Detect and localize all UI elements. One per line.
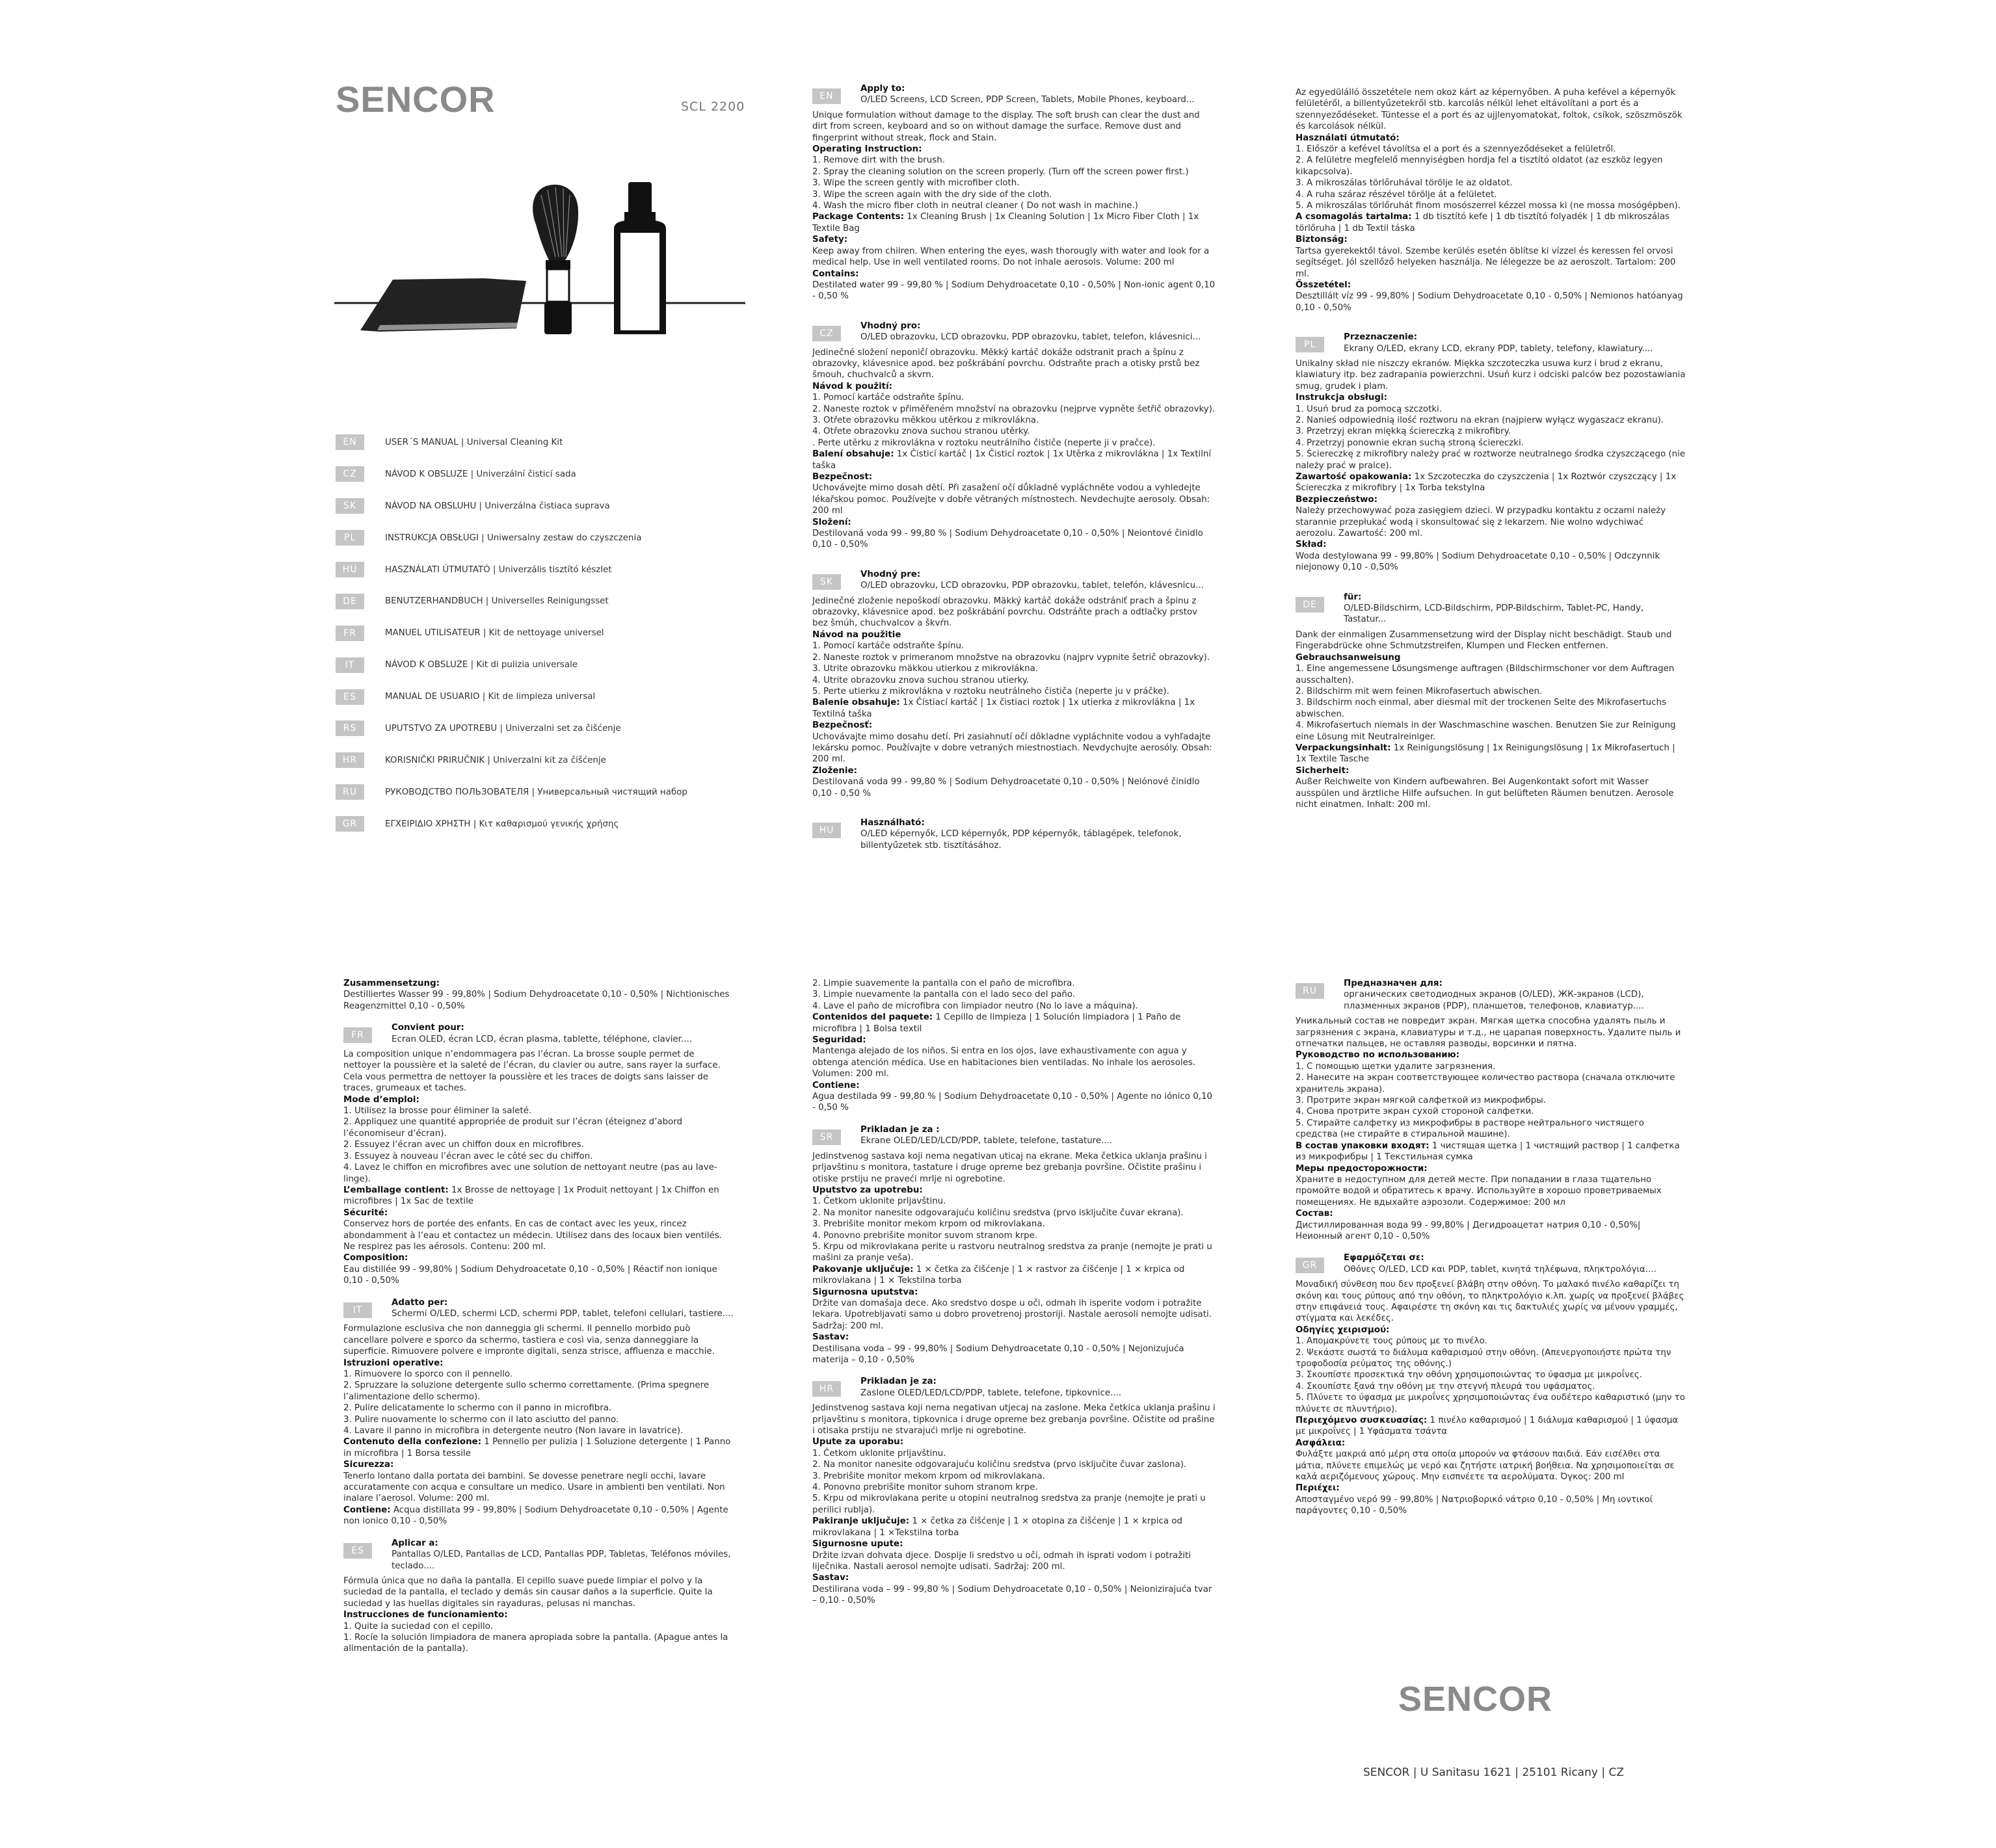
- heading: Contiene:: [343, 1505, 391, 1515]
- package-contents: 1 db tisztító kefe | 1 db tisztító folyadék | 1 db mikroszálas törlőruha | 1 db Textil táska: [1296, 212, 1670, 233]
- contains-text: Αποσταγμένο νερό 99 - 99,80% | Νατριοβορικό νάτριο 0,10 - 0,50% | Μη ιοντικοί παράγοντες 0,10 - 0,50%: [1296, 1494, 1653, 1516]
- instruction: 2. Naneste roztok v primeranom množstve na obrazovku (najprv vypnite šetrič obrazovky).: [812, 652, 1210, 663]
- section-header-sk: [812, 569, 1216, 592]
- heading: Pakiranje uključuje:: [812, 1516, 910, 1527]
- safety-text: Mantenga alejado de los niños. Si entra en los ojos, lave exhaustivamente con agua y obtenga atención médica. Use en habitaciones bien ventiladas. No inhale los aerosoles. Volumen: 200 ml.: [812, 1046, 1196, 1079]
- section-header-es: [343, 1538, 734, 1572]
- package-contents: 1 πινέλο καθαρισμού | 1 διάλυμα καθαρισμού | 1 ύφασμα με μικροΐνες | 1 Υφάσματα τσάντα: [1296, 1416, 1679, 1437]
- package-contents: 1x Čistiací kartáč | 1x čistiaci roztok | 1x utierka z mikrovlákna | 1x Textilná taška: [812, 698, 1195, 719]
- heading: Zawartość opakowania:: [1296, 472, 1412, 482]
- toc-label: NÁVOD K OBSLUZE | Univerzální čisticí sada: [385, 469, 576, 479]
- instruction: 4. Utrite obrazovku znova suchou stranou utierky.: [812, 675, 1030, 685]
- heading: Zloženie:: [812, 765, 857, 776]
- lang-tag: HU: [336, 562, 364, 577]
- heading: Návod na použitie: [812, 629, 901, 640]
- heading: Sigurnosne upute:: [812, 1539, 903, 1550]
- instruction: 2. Naneste roztok v přiměřeném množství na obrazovku (nejprve vypněte šetřič obrazovky).: [812, 404, 1216, 414]
- heading: Меры предосторожности:: [1296, 1163, 1428, 1174]
- instruction: 3. Przetrzyj ekran miękką ściereczką z mikrofibry.: [1296, 427, 1511, 437]
- section-title: Vhodný pre:: [860, 569, 921, 579]
- section-title: Használható:: [860, 817, 925, 828]
- lang-tag: RU: [336, 784, 364, 800]
- instruction: 5. Πλύνετε το ύφασμα με μικροΐνες χρησιμοποιώντας ένα ουδέτερο καθαριστικό (μην το πλύνετε σε πλυντήριο).: [1296, 1393, 1685, 1414]
- toc-row: [336, 554, 752, 586]
- instruction: 3. Limpie nuevamente la pantalla con el lado seco del paño.: [812, 990, 1076, 1000]
- toc-row: [336, 745, 752, 776]
- contains-text: Agua destilada 99 - 99,80 % | Sodium Dehydroacetate 0,10 - 0,50% | Agente no iónico 0,10 - 0,50 %: [812, 1092, 1213, 1113]
- instruction: 4. A ruha száraz részével törölje át a felületet.: [1296, 189, 1497, 200]
- lang-tag: HR: [812, 1381, 841, 1397]
- safety-text: Keep away from chilren. When entering the eyes, wash thorougly with water and look for a medical help. Use in well ventilated rooms. Do not inhale aerosols. Volume: 200 ml: [812, 246, 1210, 268]
- section-title: Предназначен для:: [1344, 979, 1443, 988]
- section-header-fr: [343, 1022, 734, 1045]
- instruction: 4. Σκουπίστε ξανά την οθόνη με την στεγνή πλευρά του υφάσματος.: [1296, 1381, 1595, 1392]
- heading: Sicurezza:: [343, 1460, 394, 1470]
- heading: Sastav:: [812, 1332, 849, 1343]
- intro-text: Unikalny skład nie niszczy ekranów. Miękka szczoteczka usuwa kurz i brud z ekranu, klawiatury itp. bez zadrapania powierzchni. Usuń kurz i odciski palców bez pozostawiania smug, grudek i plam.: [1296, 358, 1686, 391]
- instruction: 4. Ponovno prebrišite monitor suhom stranom krpe.: [812, 1483, 1038, 1493]
- contains-text: Eau distillée 99 - 99,80% | Sodium Dehydroacetate 0,10 - 0,50% | Réactif non ionique 0,10 - 0,50%: [343, 1264, 717, 1286]
- instruction: 1. Quite la suciedad con el cepillo.: [343, 1621, 493, 1631]
- heading: Contiene:: [812, 1080, 860, 1090]
- heading: Operating Instruction:: [812, 144, 922, 155]
- contains-text: Acqua distillata 99 - 99,80% | Sodium Dehydroacetate 0,10 - 0,50% | Agente non ionico 0,10 - 0,50%: [343, 1505, 728, 1527]
- safety-text: Храните в недоступном для детей месте. При попадании в глаза тщательно промойте водой и обратитесь к врачу. Используйте в хорошо проветриваемых помещениях. Не вдыхайте аэрозоли. Содержимое: 200 мл: [1296, 1174, 1662, 1208]
- section-header-gr: [1296, 1252, 1686, 1275]
- heading: Mode d’emploi:: [343, 1094, 419, 1105]
- toc-label: USER´S MANUAL | Universal Cleaning Kit: [385, 437, 563, 447]
- instruction: 3. Wipe the screen gently with microfiber cloth.: [812, 178, 1020, 189]
- instruction: 3. Протрите экран мягкой салфеткой из микрофибры.: [1296, 1096, 1546, 1106]
- contains-text: Destilisana voda – 99 - 99,80% | Sodium Dehydroacetate 0,10 - 0,50% | Nejonizujuća materija – 0,10 - 0,50%: [812, 1343, 1184, 1365]
- section-title: Adatto per:: [392, 1297, 448, 1308]
- product-illustration: [334, 176, 751, 345]
- heading: Istruzioni operative:: [343, 1358, 444, 1368]
- section-header-de: [1296, 592, 1686, 626]
- toc-label: KORISNIČKI PRIRUČNIK | Univerzalni kit za čišćenje: [385, 755, 606, 765]
- safety-text: Uchovávajte mimo dosahu detí. Pri zasiahnutí očí dôkladne vypláchnite vodou a vyhľadajte lekársku pomoc. Používajte v dobre vetraných miestnostiach. Nevdychujte aerosóly. Obsah: 200 ml.: [812, 732, 1212, 765]
- section-title: Convient pour:: [392, 1023, 464, 1033]
- instruction: 3. Pulire nuovamente lo schermo con il lato asciutto del panno.: [343, 1414, 619, 1425]
- heading: Használati útmutató:: [1296, 133, 1400, 143]
- lang-tag: HR: [336, 752, 364, 768]
- instruction: 5. Krpu od mikrovlakana perite u rastvoru neutralnog sredstva za pranje (nemojte je prati u mašini za pranje veša).: [812, 1241, 1212, 1263]
- heading: Instrucciones de funcionamiento:: [343, 1610, 508, 1620]
- instruction: 3. Bildschirm noch einmal, aber diesmal mit der trockenen Seite des Mikrofasertuchs abwischen.: [1296, 698, 1666, 719]
- heading: Sécurité:: [343, 1208, 388, 1218]
- intro-text: Fórmula única que no daña la pantalla. El cepillo suave puede limpiar el polvo y la suciedad de la pantalla, el teclado y demás sin causar daños a la superficie. Quite la suciedad y las huellas digitales sin rayaduras, pelusas ni manchas.: [343, 1576, 713, 1609]
- instruction: 1. Četkom uklonite prljavštinu.: [812, 1448, 946, 1459]
- heading: Sicherheit:: [1296, 765, 1350, 776]
- toc-label: HASZNÁLATI ÚTMUTATÓ | Univerzális tisztító készlet: [385, 564, 612, 575]
- instruction: 1. Remove dirt with the brush.: [812, 155, 945, 166]
- instruction: 1. Eine angemessene Lösungsmenge auftragen (Bildschirmschoner vor dem Auftragen ausschalten).: [1296, 664, 1675, 685]
- instruction: 5. Ściereczkę z mikrofibry należy prać w roztworze neutralnego środka czyszczącego (nie należy prać w pralce).: [1296, 449, 1686, 471]
- heading: Bezpieczeństwo:: [1296, 494, 1377, 505]
- cleaning-brush-icon: [533, 185, 578, 334]
- heading: Contenuto della confezione:: [343, 1437, 482, 1447]
- heading: Οδηγίες χειρισμού:: [1296, 1325, 1390, 1335]
- intro-text: Μοναδική σύνθεση που δεν προξενεί βλάβη στην οθόνη. Το μαλακό πινέλο καθαρίζει τη σκόνη και τους ρύπους από την οθόνη, το πληκτρολόγιο κ.λπ. χωρίς να προξενεί βλάβες στην επιφάνειά τους. Αφαιρέστε τη σκόνη και τις δακτυλιές χωρίς να μένουν γραμμές, στίγματα και λεκέδες.: [1296, 1280, 1684, 1324]
- instruction: 4. Przetrzyj ponownie ekran suchą stroną ściereczki.: [1296, 438, 1524, 448]
- microfiber-cloth-icon: [360, 278, 526, 333]
- contains-text: Destilirana voda – 99 - 99,80 % | Sodium Dehydroacetate 0,10 - 0,50% | Neionizirajuća tvar – 0,10 - 0,50%: [812, 1584, 1212, 1606]
- instruction: 3. Prebrišite monitor mekom krpom od mikrovlakana.: [812, 1471, 1045, 1481]
- intro-text: Unique formulation without damage to the display. The soft brush can clear the dust and dirt from screen, keyboard and so on without damage the surface. Remove dust and fingerprint without streak, flock and Stain.: [812, 110, 1200, 143]
- toc-label: UPUTSTVO ZA UPOTREBU | Univerzalni set za čišćenje: [385, 723, 621, 733]
- package-contents: 1 × četka za čišćenje | 1 × rastvor za čišćenje | 1 × krpica od mikrovlakana | 1 × Tekstilna torba: [812, 1264, 1185, 1286]
- section-title: Aplicar a:: [392, 1538, 438, 1548]
- toc-row: [336, 649, 752, 681]
- toc-row: [336, 713, 752, 745]
- lang-tag: DE: [336, 594, 364, 609]
- instruction: 1. Četkom uklonite prljavštinu.: [812, 1196, 946, 1207]
- section-header-hu: [812, 817, 1216, 851]
- section-subtitle: O/LED képernyők, LCD képernyők, PDP képernyők, táblagépek, telefonok, billentyűzetek stb. tisztításához.: [860, 829, 1182, 851]
- instruction: 4. Lave el paño de microfibra con limpiador neutro (No lo lave a máquina).: [812, 1001, 1138, 1011]
- instruction: 3. Essuyez à nouveau l’écran avec le côté sec du chiffon.: [343, 1151, 593, 1161]
- instruction: 5. Krpu od mikrovlakana perite u otopini neutralnog sredstva za pranje (nemojte je prati u perilici rublja).: [812, 1494, 1206, 1515]
- instruction: 5. A mikroszálas törlőruhát finom mosószerrel kézzel mossa ki (ne mossa mosógépben).: [1296, 201, 1681, 211]
- instruction: 4. Lavez le chiffon en microfibres avec une solution de nettoyant neutre (pas au lave-linge).: [343, 1163, 717, 1184]
- contains-text: Destilovaná voda 99 - 99,80 % | Sodium Dehydroacetate 0,10 - 0,50% | Neiontové činidlo 0,10 - 0,50%: [812, 529, 1203, 550]
- company-address: SENCOR | U Sanitasu 1621 | 25101 Ricany | CZ: [1363, 1766, 1624, 1779]
- section-subtitle: органических светодиодных экранов (O/LED), ЖК-экранов (LCD), плазменных экранов (PDP), планшетов, телефонов, клавиатур....: [1344, 990, 1644, 1011]
- instruction: 2. A felületre megfelelő mennyiségben hordja fel a tisztító oldatot (az eszköz legyen kikapcsolva).: [1296, 155, 1663, 177]
- instruction: 4. Lavare il panno in microfibra in detergente neutro (Non lavare in lavatrice).: [343, 1426, 684, 1436]
- lang-tag: FR: [343, 1027, 372, 1043]
- lang-tag: SR: [812, 1129, 841, 1145]
- lang-tag: HU: [812, 823, 841, 838]
- section-title: Przeznaczenie:: [1344, 332, 1418, 343]
- section-subtitle: O/LED obrazovku, LCD obrazovku, PDP obrazovku, tablet, telefón, klávesnicu...: [860, 581, 1204, 591]
- safety-text: Držite izvan dohvata djece. Dospije li sredstvo u oči, odmah ih isprati vodom i potražiti liječnika. Nastali aerosol nemojte udisati. Sadržaj: 200 ml.: [812, 1550, 1191, 1572]
- lang-tag: EN: [336, 434, 364, 450]
- heading: Composition:: [343, 1253, 408, 1263]
- package-contents: 1 чистящая щетка | 1 чистящий раствор | 1 салфетка из микрофибры | 1 Текстильная сумка: [1296, 1141, 1680, 1163]
- lang-tag: FR: [336, 626, 364, 641]
- column-top-middle: [812, 83, 1216, 855]
- intro-text: La composition unique n’endommagera pas l’écran. La brosse souple permet de nettoyer la poussière et la saleté de l’écran, du clavier ou autre, sans rayer la surface. Cela vous permettra de nettoyer la poussière et les traces de doigts sans laisser de traces, grumeaux et taches.: [343, 1049, 721, 1094]
- safety-text: Außer Reichweite von Kindern aufbewahren. Bei Augenkontakt sofort mit Wasser ausspülen und ärztliche Hilfe aufsuchen. In gut belüfteten Räumen benutzen. Aerosole nicht einatmen. Inhalt: 200 ml.: [1296, 777, 1674, 810]
- instruction: 1. Rimuovere lo sporco con il pennello.: [343, 1369, 513, 1379]
- heading: Sastav:: [812, 1573, 849, 1583]
- package-contents: 1 Cepillo de limpieza | 1 Solución limpiadora | 1 Paño de microfibra | 1 Bolsa textil: [812, 1012, 1181, 1034]
- heading: Package Contents:: [812, 212, 905, 222]
- heading: L’emballage contient:: [343, 1185, 449, 1195]
- intro-text: Dank der einmaligen Zusammensetzung wird der Display nicht beschädigt. Staub und Fingerabdrücke ohne Schmutzstreifen, Klumpen und Flecken entfernen.: [1296, 629, 1672, 652]
- package-contents: 1x Szczoteczka do czyszczenia | 1x Roztwór czyszczący | 1x Ściereczka z mikrofibry | 1x Torba tekstylna: [1296, 472, 1677, 494]
- package-contents: 1x Brosse de nettoyage | 1x Produit nettoyant | 1x Chiffon en microfibres | 1x Sac de textile: [343, 1185, 719, 1207]
- intro-text: Уникальный состав не повредит экран. Мягкая щетка способна удалять пыль и загрязнения с экрана, клавиатуры и т.д., не царапая поверхность. Удалите пыль и отпечатки пальцев, не оставляя разводы, ворсинки и пятна.: [1296, 1016, 1681, 1049]
- lang-tag: RS: [336, 720, 364, 736]
- section-subtitle: Pantallas O/LED, Pantallas de LCD, Pantallas PDP, Tabletas, Teléfonos móviles, teclado....: [392, 1550, 731, 1571]
- toc-label: MANUEL UTILISATEUR | Kit de nettoyage universel: [385, 628, 604, 639]
- section-header-it: [343, 1297, 734, 1320]
- heading: Pakovanje uključuje:: [812, 1264, 914, 1274]
- safety-text: Φυλάξτε μακριά από μέρη στα οποία μπορούν να φτάσουν παιδιά. Εάν εισέλθει στα μάτια, πλύνετε επιμελώς με νερό και ζητήστε ιατρική βοήθεια. Να χρησιμοποιείται σε καλά αεριζόμενους χώρους. Μην εισπνέετε τα αερολύματα. Όγκος: 200 ml: [1296, 1449, 1675, 1483]
- instruction: . Perte utěrku z mikrovlákna v roztoku neutrálního čističe (neperte ji v pračce).: [812, 438, 1156, 448]
- heading: Sigurnosna uputstva:: [812, 1287, 918, 1297]
- package-contents: 1x Čisticí kartáč | 1x Čisticí roztok | 1x Utěrka z mikrovlákna | 1x Textilní taška: [812, 449, 1212, 471]
- instruction: 1. Pomocí kartáče odstraňte špínu.: [812, 393, 965, 403]
- package-contents: 1 × četka za čišćenje | 1 × otopina za čišćenje | 1 × krpica od mikrovlakana | 1 ×Tekstilna torba: [812, 1516, 1183, 1538]
- intro-text: Az egyedülálló összetétele nem okoz kárt az képernyőben. A puha kefével a képernyők felületéről, a billentyűzetekről stb. karcolás nélkül lehet eltávolítani a port és a szennyeződéseket. Tüntesse el a port és az ujjlenyomatokat, foltok, csíkok, szöszmöszök és karcolások nélkül.: [1296, 88, 1683, 132]
- lang-tag: IT: [343, 1302, 372, 1318]
- toc-row: [336, 681, 752, 713]
- safety-text: Tenerlo lontano dalla portata dei bambini. Se dovesse penetrare negli occhi, lavare accuratamente con acqua e consultare un medico. Usare in ambienti ben ventilati. Non inalare l’aerosol. Volume: 200 ml.: [343, 1471, 725, 1504]
- heading: Összetétel:: [1296, 280, 1351, 290]
- instruction: 4. Снова протрите экран сухой стороной салфетки.: [1296, 1107, 1534, 1117]
- section-subtitle: O/LED obrazovku, LCD obrazovku, PDP obrazovku, tablet, telefon, klávesnici...: [860, 332, 1201, 343]
- section-subtitle: Οθόνες O/LED, LCD και PDP, tablet, κινητά τηλέφωνα, πληκτρολόγια....: [1344, 1264, 1657, 1274]
- lang-tag: SK: [336, 498, 364, 514]
- instruction: 2. Pulire delicatamente lo schermo con il panno in microfibra.: [343, 1403, 612, 1414]
- heading: Seguridad:: [812, 1035, 866, 1046]
- heading: Verpackungsinhalt:: [1296, 743, 1391, 753]
- instruction: 2. Nanieś odpowiednią ilość roztworu na ekran (najpierw wyłącz wygaszacz ekranu).: [1296, 415, 1664, 425]
- toc-label: NÁVOD NA OBSLUHU | Univerzálna čistiaca suprava: [385, 501, 610, 511]
- safety-text: Conservez hors de portée des enfants. En cas de contact avec les yeux, rincez abondamment à l’eau et contactez un médecin. Utilisez dans des locaux bien ventilés. Ne respirez pas les aérosols. Contenu: 200 ml.: [343, 1219, 723, 1252]
- instruction: 2. Bildschirm mit wem feinen Mikrofasertuch abwischen.: [1296, 686, 1543, 696]
- instruction: 2. Нанесите на экран соответствующее количество раствора (сначала отключите хранитель экрана).: [1296, 1073, 1675, 1094]
- section-title: Εφαρμόζεται σε:: [1344, 1253, 1424, 1263]
- safety-text: Należy przechowywać poza zasięgiem dzieci. W przypadku kontaktu z oczami należy starannie przepłukać wodą i skonsultować się z lekarzem. Nie wolno wdychiwać aerozolu. Zawartość: 200 ml.: [1296, 506, 1666, 539]
- heading: A csomagolás tartalma:: [1296, 212, 1412, 222]
- section-header-en: [812, 83, 1216, 106]
- column-bottom-right: [1296, 978, 1686, 1517]
- instruction: 2. Na monitor nanesite odgovarajuću količinu sredstva (prvo isključite čuvar zaslona).: [812, 1460, 1187, 1470]
- toc-label: INSTRUKCJA OBSŁUGI | Uniwersalny zestaw do czyszczenia: [385, 533, 642, 543]
- instruction: 5. Стирайте салфетку из микрофибры в растворе нейтрального чистящего средства (не стирайте в стиральной машине).: [1296, 1118, 1644, 1140]
- contains-text: Дистиллированная вода 99 - 99,80% | Дегидроацетат натрия 0,10 - 0,50%| Неионный агент 0,10 - 0,50%: [1296, 1220, 1641, 1241]
- lang-tag: ES: [336, 689, 364, 705]
- model-number: SCL 2200: [681, 99, 745, 114]
- intro-text: Formulazione esclusiva che non danneggia gli schermi. Il pennello morbido può cancellare polvere e sporco da schermo, tastiera e così via, senza danneggiare la superficie. Rimuovere polvere e impronte digitali, senza strisce, affluenza e macchie.: [343, 1324, 715, 1357]
- section-title: Vhodný pro:: [860, 321, 921, 331]
- instruction: 2. Spray the cleaning solution on the screen properly. (Turn off the screen power first.): [812, 166, 1189, 177]
- instruction: 2. Appliquez une quantité appropriée de produit sur l’écran (éteignez d’abord l’économiseur d’écran).: [343, 1117, 683, 1139]
- toc-row: [336, 776, 752, 808]
- toc-label: РУКОВОДСТВО ПОЛЬЗОВАТЕЛЯ | Универсальный чистящий набор: [385, 787, 687, 797]
- toc-label: ΕΓΧΕΙΡΙΔΙΟ ΧΡΗΣΤΗ | Κιτ καθαρισμού γενικής χρήσης: [385, 819, 619, 829]
- lang-tag: ES: [343, 1543, 372, 1559]
- package-contents: 1x Cleaning Brush | 1x Cleaning Solution | 1x Micro Fiber Cloth | 1x Textile Bag: [812, 212, 1199, 233]
- lang-tag: EN: [812, 88, 841, 104]
- instruction: 4. Otřete obrazovku znova suchou stranou utěrky.: [812, 427, 1030, 437]
- section-subtitle: Schermi O/LED, schermi LCD, schermi PDP, tablet, telefoni cellulari, tastiere....: [392, 1308, 734, 1319]
- instruction: 5. Perte utierku z mikrovlákna v roztoku neutrálneho čističa (neperte ju v práčke).: [812, 686, 1169, 696]
- heading: Instrukcja obsługi:: [1296, 393, 1387, 403]
- heading: Upute za uporabu:: [812, 1437, 904, 1447]
- contains-text: Woda destylowana 99 - 99,80% | Sodium Dehydroacetate 0,10 - 0,50% | Odczynnik niejonowy 0,10 - 0,50%: [1296, 551, 1660, 573]
- instruction: 2. Spruzzare la soluzione detergente sullo schermo correttamente. (Prima spegnere l’alimentazione dello schermo).: [343, 1380, 710, 1402]
- lang-tag: PL: [336, 530, 364, 546]
- heading: Ασφάλεια:: [1296, 1438, 1346, 1448]
- instruction: 1. Először a kefével távolítsa el a port és a szennyeződéseket a felületről.: [1296, 144, 1616, 155]
- brand-logo-footer: SENCOR: [1398, 1680, 1553, 1719]
- section-title: Apply to:: [860, 84, 905, 94]
- instruction: 1. Usuń brud za pomocą szczotki.: [1296, 404, 1443, 414]
- heading: Руководство по использованию:: [1296, 1050, 1460, 1061]
- heading: Bezpečnost:: [812, 472, 873, 482]
- cleaning-solution-bottle-icon: [614, 182, 666, 334]
- column-top-right: [1296, 87, 1686, 810]
- toc-row: [336, 490, 752, 522]
- instruction: 3. Prebrišite monitor mekom krpom od mikrovlakana.: [812, 1219, 1045, 1230]
- section-header-ru: [1296, 978, 1686, 1012]
- instruction: 1. Utilisez la brosse pour éliminer la saleté.: [343, 1106, 532, 1116]
- instruction: 2. Ψεκάστε σωστά το διάλυμα καθαρισμού στην οθόνη. (Απενεργοποιήστε πρώτα την τροφοδοσία ρεύματος της οθόνης.): [1296, 1347, 1671, 1369]
- lang-tag: DE: [1296, 597, 1324, 613]
- contains-text: Destilliertes Wasser 99 - 99,80% | Sodium Dehydroacetate 0,10 - 0,50% | Nichtionisches Reagenzmittel 0,10 - 0,50%: [343, 990, 730, 1011]
- heading: Uputstvo za upotrebu:: [812, 1185, 923, 1195]
- lang-tag: RU: [1296, 983, 1324, 999]
- toc-label: MANUAL DE USUARIO | Kit de limpieza universal: [385, 692, 596, 702]
- instruction: 1. С помощью щетки удалите загрязнения.: [1296, 1061, 1496, 1072]
- toc-row: [336, 458, 752, 490]
- lang-tag: IT: [336, 657, 364, 673]
- section-subtitle: Ekrany O/LED, ekrany LCD, ekrany PDP, tablety, telefony, klawiatury....: [1344, 343, 1653, 354]
- package-contents: 1x Reinigungslösung | 1x Reinigungslösung | 1x Mikrofasertuch | 1x Textile Tasche: [1296, 743, 1675, 765]
- toc-label: NÁVOD K OBSLUZE | Kit di pulizia universale: [385, 660, 578, 670]
- heading: Skład:: [1296, 540, 1327, 550]
- contains-text: Desztillált víz 99 - 99,80% | Sodium Dehydroacetate 0,10 - 0,50% | Nemionos hatóanyag 0,10 - 0,50%: [1296, 291, 1683, 313]
- lang-tag: PL: [1296, 337, 1324, 352]
- intro-text: Jedinstvenog sastava koji nema negativan uticaj na ekrane. Meka četkica uklanja prašinu i prljavštinu s monitora, tastature i druge opreme bez grebanja površine. Očistite prašinu i otiske prstiju ne praveći mrlje ni ogrebotine.: [812, 1151, 1207, 1184]
- lang-tag: GR: [1296, 1258, 1324, 1273]
- instruction: 1. Απομακρύνετε τους ρύπους με το πινέλο.: [1296, 1336, 1487, 1347]
- toc-row: [336, 522, 752, 554]
- language-index: [336, 427, 752, 840]
- safety-text: Držite van domašaja dece. Ako sredstvo dospe u oči, odmah ih isperite vodom i potražite lekara. Upotrebljavati samo u dobro provetrenoj prostoriji. Nastale aerosoli nemojte udisati. Sadržaj: 200 ml.: [812, 1298, 1212, 1331]
- instruction: 1. Rocíe la solución limpiadora de manera apropiada sobre la pantalla. (Apague antes la alimentación de la pantalla).: [343, 1632, 728, 1654]
- instruction: 3. Σκουπίστε προσεκτικά την οθόνη χρησιμοποιώντας το ύφασμα με μικροΐνες.: [1296, 1370, 1642, 1380]
- section-subtitle: O/LED Screens, LCD Screen, PDP Screen, Tablets, Mobile Phones, keyboard...: [860, 95, 1195, 105]
- toc-label: BENUTZERHANDBUCH | Universelles Reinigungsset: [385, 596, 609, 607]
- brand-logo: SENCOR: [336, 79, 496, 120]
- heading: Contains:: [812, 269, 859, 279]
- heading: Περιεχόμενο συσκευασίας:: [1296, 1416, 1428, 1426]
- heading: Složení:: [812, 517, 851, 527]
- toc-row: [336, 585, 752, 617]
- toc-row: [336, 808, 752, 840]
- instruction: 3. Otřete obrazovku měkkou utěrkou z mikrovlákna.: [812, 415, 1039, 425]
- toc-row: [336, 427, 752, 458]
- section-title: für:: [1344, 592, 1362, 602]
- intro-text: Jedinečné složení neponičí obrazovku. Měkký kartáč dokáže odstranit prach a špínu z obrazovky, klávesnice apod. bez poškrábání povrchu. Odstraňte prach a otisky prstů bez šmouh, chuchvalců a skvrn.: [812, 347, 1200, 380]
- heading: Balenie obsahuje:: [812, 698, 900, 708]
- heading: Gebrauchsanweisung: [1296, 652, 1401, 663]
- heading: Contenidos del paquete:: [812, 1012, 933, 1023]
- column-bottom-left: [343, 978, 734, 1655]
- section-subtitle: Ecran OLED, écran LCD, écran plasma, tablette, téléphone, clavier....: [392, 1034, 692, 1044]
- contains-text: Destilovaná voda 99 - 99,80 % | Sodium Dehydroacetate 0,10 - 0,50% | Neiónové činidlo 0,10 - 0,50 %: [812, 777, 1200, 799]
- instruction: 2. Na monitor nanesite odgovarajuću količinu sredstva (prvo isključite čuvar ekrana).: [812, 1208, 1184, 1218]
- heading: Návod k použití:: [812, 381, 893, 391]
- instruction: 4. Wash the micro fiber cloth in neutral cleaner ( Do not wash in machine.): [812, 201, 1138, 211]
- instruction: 3. Utrite obrazovku mäkkou utierkou z mikrovlákna.: [812, 664, 1039, 674]
- heading: Περιέχει:: [1296, 1483, 1340, 1494]
- section-subtitle: Zaslone OLED/LED/LCD/PDP, tablete, telefone, tipkovnice....: [860, 1388, 1122, 1398]
- section-header-pl: [1296, 332, 1686, 354]
- heading: Bezpečnosť:: [812, 720, 873, 731]
- instruction: 2. Essuyez l’écran avec un chiffon doux en microfibres.: [343, 1140, 584, 1150]
- safety-text: Uchovávejte mimo dosah dětí. Při zasažení očí důkladně vypláchněte vodou a vyhledejte lékařskou pomoc. Používejte v dobře větraných místnostech. Nevdechujte aerosoly. Obsah: 200 ml: [812, 483, 1210, 516]
- section-header-sr: [812, 1124, 1216, 1147]
- instruction: 3. Wipe the screen again with the dry side of the cloth.: [812, 189, 1052, 200]
- intro-text: Jedinečné zloženie nepoškodí obrazovku. Mäkký kartáč dokáže odstrániť prach a špinu z obrazovky, klávesnice apod. bez poškrábání povrchu. Odstráňte prach a odtlačky prstov bez šmúh, chuchvalcov a škvŕn.: [812, 596, 1198, 629]
- heading: Balení obsahuje:: [812, 449, 894, 460]
- lang-tag: CZ: [812, 326, 841, 341]
- lang-tag: SK: [812, 574, 841, 590]
- contains-text: Destilated water 99 - 99,80 % | Sodium Dehydroacetate 0,10 - 0,50% | Non-ionic agent 0,10 - 0,50 %: [812, 280, 1216, 302]
- lang-tag: CZ: [336, 466, 364, 482]
- lang-tag: GR: [336, 816, 364, 832]
- section-title: Prikladan je za:: [860, 1377, 937, 1387]
- safety-text: Tartsa gyerekektől távol. Szembe kerülés esetén öblítse ki vízzel és keressen fel orvosi segítséget. Jól szellőző helyeken használja. Ne lélegezze be az aeroszolt. Tartalom: 200 ml.: [1296, 246, 1676, 279]
- intro-text: Jedinstvenog sastava koji nema negativan utjecaj na zaslone. Meka četkica uklanja prašinu i prljavštinu s monitora, tipkovnica i druge opreme bez grebanja površine. Očistite od prašine i otisaka prstiju ne stvarajući mrlje ni ogrebotine.: [812, 1403, 1216, 1436]
- heading: В состав упаковки входят:: [1296, 1141, 1430, 1151]
- section-header-cz: [812, 321, 1216, 343]
- heading: Biztonság:: [1296, 235, 1348, 245]
- heading: Zusammensetzung:: [343, 979, 440, 988]
- section-header-hr: [812, 1376, 1216, 1399]
- instruction: 4. Ponovno prebrišite monitor suvom stranom krpe.: [812, 1230, 1038, 1241]
- instruction: 1. Pomocí kartáče odstraňte špínu.: [812, 641, 965, 652]
- instruction: 4. Mikrofasertuch niemals in der Waschmaschine waschen. Benutzen Sie zur Reinigung eine Lösung mit Neutralreiniger.: [1296, 720, 1676, 742]
- heading: Состав:: [1296, 1209, 1333, 1219]
- package-contents: 1 Pennello per pulizia | 1 Soluzione detergente | 1 Panno in microfibra | 1 Borsa tessile: [343, 1437, 731, 1459]
- section-subtitle: Ekrane OLED/LED/LCD/PDP, tablete, telefone, tastature....: [860, 1136, 1113, 1146]
- instruction: 2. Limpie suavemente la pantalla con el paño de microfibra.: [812, 979, 1075, 988]
- column-bottom-middle: [812, 978, 1216, 1607]
- instruction: 3. A mikroszálas törlőruhával törölje le az oldatot.: [1296, 178, 1513, 189]
- section-title: Prikladan je za :: [860, 1124, 940, 1135]
- heading: Safety:: [812, 235, 848, 245]
- toc-row: [336, 617, 752, 649]
- section-subtitle: O/LED-Bildschirm, LCD-Bildschirm, PDP-Bildschirm, Tablet-PC, Handy, Tastatur...: [1344, 603, 1644, 625]
